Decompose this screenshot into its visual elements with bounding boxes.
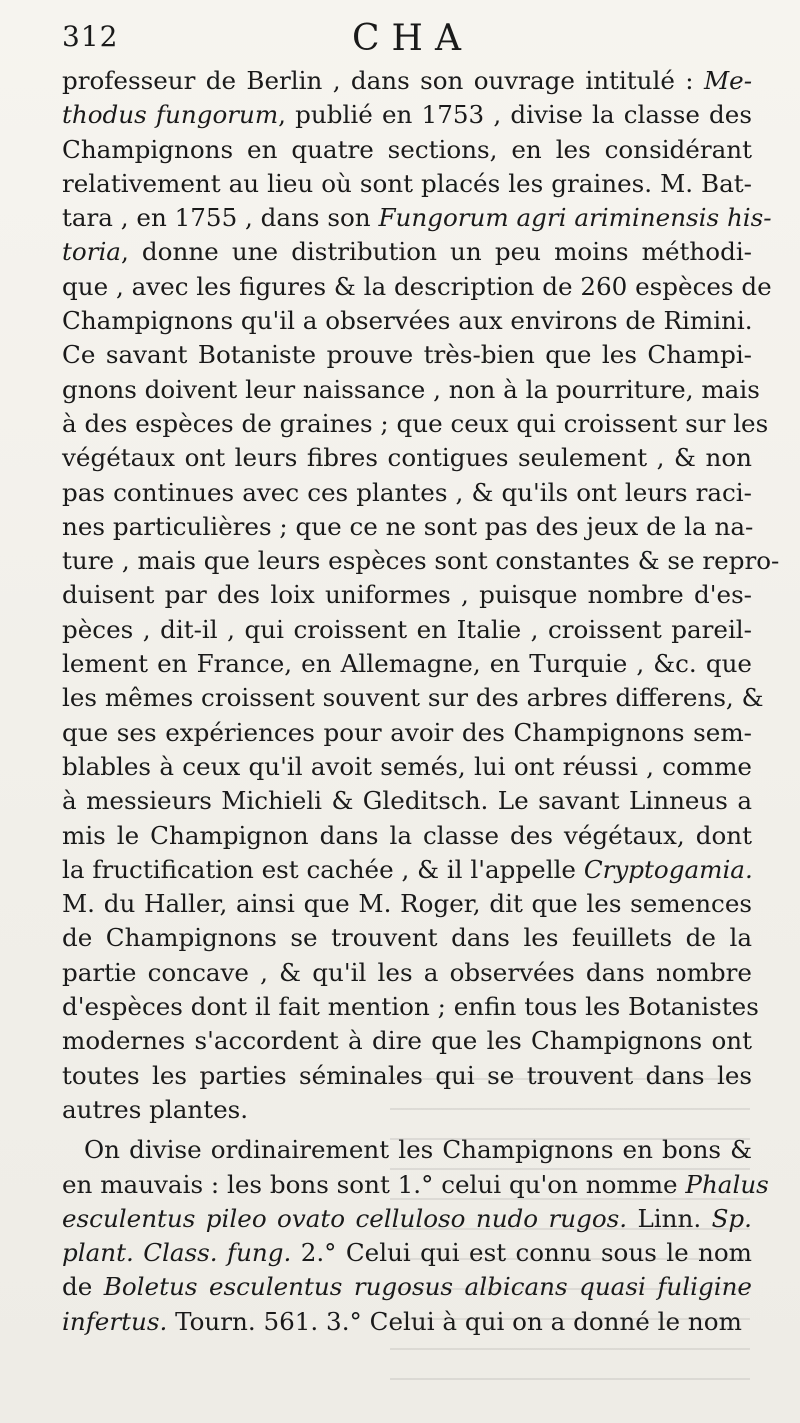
body-text	[62, 64, 780, 1339]
page-number: 312	[62, 20, 119, 53]
text-line	[62, 1093, 752, 1127]
text-run: modernes s'accordent à dire que les Champignons ont	[62, 1026, 752, 1056]
text-run: professeur de Berlin , dans son ouvrage intitulé :	[62, 66, 704, 95]
text-line	[62, 819, 752, 853]
text-run: pèces , dit-il , qui croissent en Italie , croissent pareil-	[62, 614, 752, 644]
paragraph-1	[62, 64, 780, 1127]
text-run: duisent par des loix uniformes , puisque nombre d'es-	[62, 580, 752, 610]
text-run: la fructification est cachée , & il l'appelle	[62, 854, 584, 884]
text-run: 2.° Celui qui est connu sous le nom	[291, 1238, 752, 1268]
text-line	[62, 167, 752, 201]
text-run: que ses expériences pour avoir des Champignons sem-	[62, 717, 752, 747]
text-line	[62, 1270, 752, 1304]
text-line	[62, 853, 752, 887]
text-run: Sp.	[711, 1203, 752, 1233]
text-run: à des espèces de graines ; que ceux qui croissent sur les	[62, 408, 769, 438]
text-run: Champignons en quatre sections, en les considérant	[62, 134, 752, 164]
text-line	[62, 1168, 769, 1202]
paragraph-2	[62, 1133, 769, 1339]
text-run: de	[62, 1272, 104, 1302]
text-line	[62, 544, 780, 578]
text-line	[62, 407, 769, 441]
text-run: mis le Champignon dans la classe des végétaux, dont	[62, 820, 752, 850]
text-run: thodus fungorum	[62, 100, 279, 130]
text-line	[62, 441, 752, 475]
text-run: Phalus	[685, 1169, 769, 1199]
text-line	[62, 750, 752, 784]
text-run: , publié en 1753 , divise la classe des	[278, 100, 752, 130]
text-line	[62, 681, 764, 715]
text-line	[62, 476, 752, 510]
text-line	[62, 1059, 752, 1093]
text-run: d'espèces dont il fait mention ; enfin tous les Botanistes	[62, 992, 759, 1022]
text-run: à messieurs Michieli & Gleditsch. Le savant Linneus a	[62, 786, 752, 816]
text-line	[62, 510, 752, 544]
text-line	[62, 613, 752, 647]
page-header	[62, 14, 762, 60]
text-line	[62, 338, 752, 372]
text-run: ture , mais que leurs espèces sont constantes & se repro-	[62, 546, 780, 576]
text-line	[62, 1202, 752, 1236]
text-line	[62, 921, 752, 955]
text-line	[62, 98, 752, 132]
text-line	[62, 887, 752, 921]
text-run: en mauvais : les bons sont 1.° celui qu'on nomme	[62, 1169, 686, 1199]
text-line	[62, 956, 752, 990]
text-run: Fungorum agri ariminensis his-	[378, 203, 772, 233]
text-line	[62, 647, 752, 681]
text-run: que , avec les figures & la description de 260 espèces de	[62, 271, 772, 301]
text-run: blables à ceux qu'il avoit semés, lui ont réussi , comme	[62, 751, 752, 781]
text-run: esculentus pileo ovato celluloso nudo rugos.	[62, 1203, 628, 1233]
text-line	[62, 1236, 752, 1270]
text-run: toria	[62, 237, 121, 267]
text-line	[62, 1305, 752, 1339]
text-run: autres plantes.	[62, 1094, 249, 1124]
text-line	[62, 270, 772, 304]
text-line	[62, 784, 752, 818]
text-run: végétaux ont leurs fibres contigues seulement , & non	[62, 443, 752, 473]
text-run: gnons doivent leur naissance , non à la pourriture, mais	[62, 374, 760, 404]
text-run: les mêmes croissent souvent sur des arbres differens, &	[62, 683, 764, 713]
text-run: nes particulières ; que ce ne sont pas des jeux de la na-	[62, 511, 754, 541]
text-run: Me-	[703, 66, 752, 95]
text-run: plant. Class. fung.	[62, 1238, 292, 1268]
text-run: infertus.	[62, 1306, 168, 1336]
text-run: tara , en 1755 , dans son	[62, 203, 379, 233]
text-line	[62, 373, 760, 407]
text-run: lement en France, en Allemagne, en Turquie , &c. que	[62, 649, 752, 679]
text-line	[62, 1024, 752, 1058]
text-line	[62, 716, 752, 750]
running-head: CHA	[352, 18, 473, 59]
text-run: On divise ordinairement les Champignons en bons &	[84, 1135, 752, 1165]
text-run: , donne une distribution un peu moins méthodi-	[120, 237, 752, 267]
text-run: Tourn. 561. 3.° Celui à qui on a donné le nom	[167, 1306, 742, 1336]
text-run: toutes les parties séminales qui se trouvent dans les	[62, 1060, 752, 1090]
text-line	[62, 64, 752, 98]
text-line	[62, 133, 752, 167]
text-run: Ce savant Botaniste prouve très-bien que les Champi-	[62, 340, 752, 370]
text-run: pas continues avec ces plantes , & qu'ils ont leurs raci-	[62, 477, 752, 507]
text-line	[62, 578, 752, 612]
text-line	[62, 235, 752, 269]
text-run: Boletus esculentus rugosus albicans quasi fuligine	[103, 1272, 752, 1302]
text-run: M. du Haller, ainsi que M. Roger, dit que les semences	[62, 889, 752, 919]
text-run: Cryptogamia.	[583, 854, 753, 884]
text-run: de Champignons se trouvent dans les feuillets de la	[62, 923, 752, 953]
text-line	[62, 1133, 752, 1167]
text-run: partie concave , & qu'il les a observées dans nombre	[62, 957, 752, 987]
text-line	[62, 990, 759, 1024]
text-line	[62, 201, 772, 235]
text-run: Linn.	[627, 1203, 712, 1233]
text-line	[62, 304, 752, 338]
text-run: relativement au lieu où sont placés les graines. M. Bat-	[62, 168, 752, 198]
text-run: Champignons qu'il a observées aux environs de Rimini.	[62, 306, 753, 336]
